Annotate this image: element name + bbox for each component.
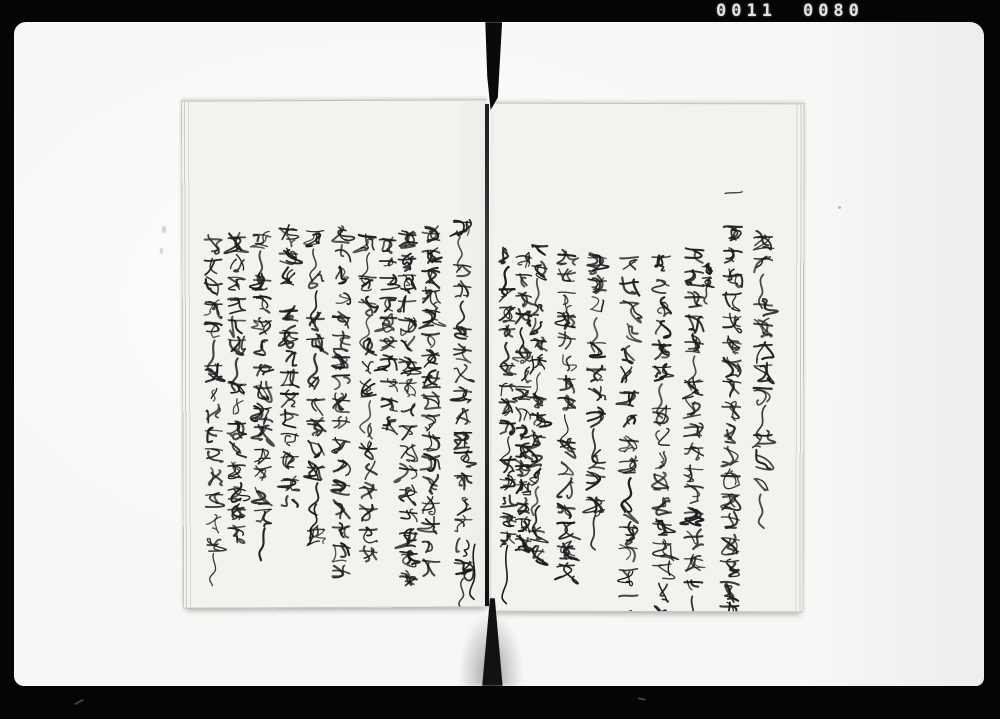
manuscript-column xyxy=(277,223,305,514)
page-edge-ink-ghost xyxy=(162,226,166,233)
manuscript-column xyxy=(202,233,229,574)
film-scratch xyxy=(638,697,646,701)
manuscript-column xyxy=(584,251,613,537)
page-edge-stack-right xyxy=(794,104,804,611)
manuscript-column xyxy=(356,231,383,566)
manuscript-column xyxy=(650,251,678,612)
manuscript-column xyxy=(304,227,331,545)
ink-flourish xyxy=(467,544,481,599)
counter-right: 0080 xyxy=(802,1,864,21)
manuscript-column xyxy=(420,225,446,580)
ink-flourish xyxy=(499,546,513,604)
manuscript-column xyxy=(497,246,522,550)
manuscript-column xyxy=(682,244,710,612)
page-edge-stack-left xyxy=(181,102,192,608)
manuscript-column xyxy=(752,229,780,514)
manuscript-column xyxy=(451,216,479,599)
gutter-shadow-line xyxy=(485,104,489,606)
manuscript-column xyxy=(330,223,356,584)
manuscript-column xyxy=(617,254,645,612)
manuscript-column xyxy=(555,247,582,581)
page-edge-ink-ghost xyxy=(160,248,163,254)
film-frame-counter xyxy=(716,1,864,21)
manuscript-column xyxy=(718,183,749,612)
manuscript-left-page xyxy=(181,99,489,608)
binding-tie-top xyxy=(481,22,505,110)
manuscript-column xyxy=(226,231,252,545)
film-scratch xyxy=(74,699,84,705)
manuscript-column xyxy=(251,229,278,547)
counter-left: 0011 xyxy=(716,1,777,21)
manuscript-right-page xyxy=(491,103,804,613)
photo-mat xyxy=(14,22,984,686)
dust-speck xyxy=(838,206,841,209)
